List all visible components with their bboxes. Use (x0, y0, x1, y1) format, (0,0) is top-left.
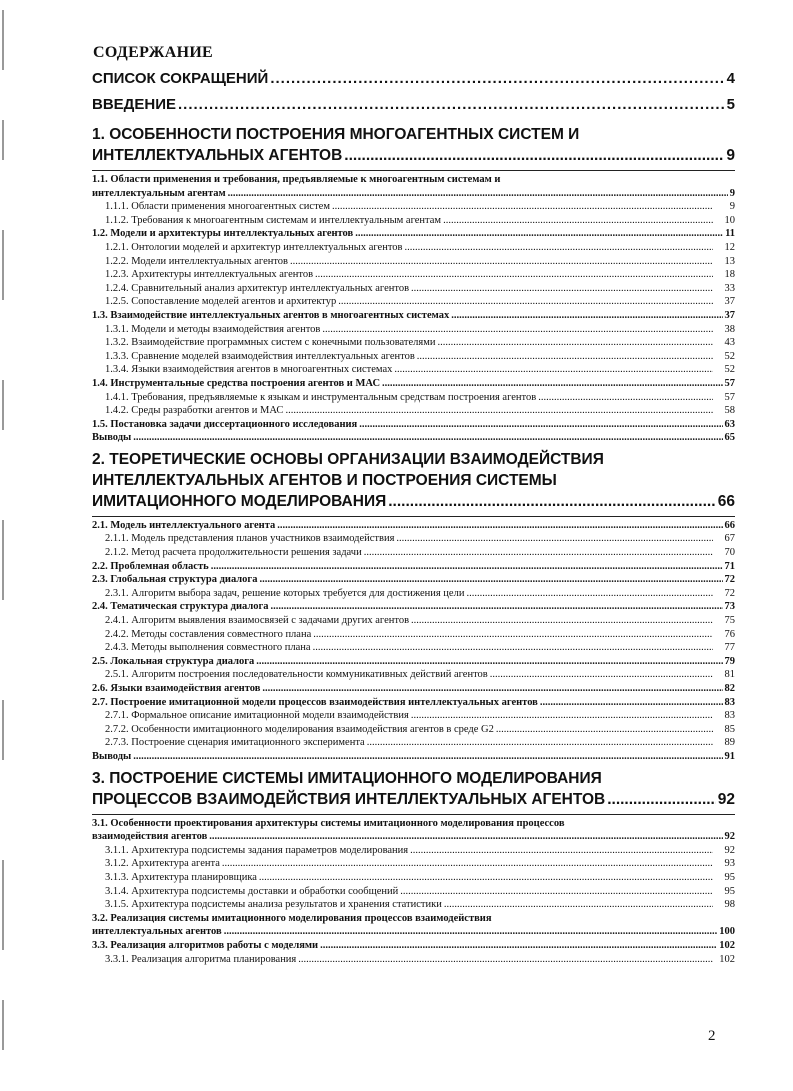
section-entry-leader (211, 560, 723, 574)
subsection-entry[interactable] (92, 255, 735, 269)
section-entry-page: 72 (724, 574, 735, 586)
chapter-title-last-leader (607, 789, 716, 810)
section-entry-leader (133, 750, 722, 764)
subsection-entry-leader (411, 282, 713, 296)
subsection-entry-page: 43 (724, 337, 735, 349)
section-entry-title: 2.2. Проблемная область (92, 560, 209, 572)
section-title-last (92, 830, 735, 844)
subsection-entry-title: 3.1.4. Архитектура подсистемы доставки и обработки сообщений (105, 885, 399, 897)
subsection-entry[interactable] (92, 628, 735, 642)
section-entry-page: 66 (724, 519, 735, 531)
subsection-entry-page: 89 (724, 737, 735, 749)
subsection-entry-leader (367, 736, 713, 750)
subsection-entry-title: 1.2.3. Архитектуры интеллектуальных агентов (105, 269, 314, 281)
chapter-title-last-page: 66 (717, 492, 735, 510)
subsection-entry[interactable] (92, 723, 735, 737)
subsection-entry[interactable] (92, 709, 735, 723)
subsection-entry[interactable] (92, 885, 735, 899)
section-entry[interactable] (92, 682, 735, 696)
subsection-entry[interactable] (92, 268, 735, 282)
section-title-last-leader (228, 187, 728, 201)
subsection-entry-leader (394, 363, 713, 377)
section-entry-leader (355, 227, 723, 241)
subsection-entry-leader (438, 336, 714, 350)
subsection-entry-page: 70 (724, 547, 735, 559)
section-title-last-page: 92 (724, 831, 735, 843)
section-entry[interactable] (92, 560, 735, 574)
subsection-entry-leader (396, 532, 713, 546)
subsection-entry[interactable] (92, 857, 735, 871)
chapter-title-line: 2. ТЕОРЕТИЧЕСКИЕ ОСНОВЫ ОРГАНИЗАЦИИ ВЗАИМОДЕЙСТВИЯ (92, 450, 604, 468)
subsection-entry-page: 72 (724, 587, 735, 599)
toc-entry-front-page: 5 (726, 96, 735, 113)
section-title-last (92, 187, 735, 201)
subsection-entry[interactable] (92, 641, 735, 655)
subsection-entry-leader (298, 953, 713, 967)
chapter-title-line: ИНТЕЛЛЕКТУАЛЬНЫХ АГЕНТОВ И ПОСТРОЕНИЯ СИСТЕМЫ (92, 471, 557, 489)
section-entry-leader (262, 682, 722, 696)
subsection-entry[interactable] (92, 844, 735, 858)
section-entry[interactable] (92, 227, 735, 241)
section-entry-leader (540, 696, 723, 710)
section-title-last-title: интеллектуальным агентам (92, 187, 226, 199)
section-entry[interactable] (92, 173, 735, 200)
chapter-title-last-page: 92 (717, 790, 735, 808)
subsection-entry[interactable] (92, 214, 735, 228)
subsection-entry-leader (466, 587, 713, 601)
subsection-entry-leader (259, 871, 713, 885)
subsection-entry-page: 93 (724, 858, 735, 870)
subsection-entry-page: 18 (724, 269, 735, 281)
section-title-last (92, 925, 735, 939)
section-entry-leader (382, 377, 722, 391)
subsection-entry-page: 10 (724, 214, 735, 226)
chapter-title-last (92, 491, 735, 512)
chapter-title-line: 3. ПОСТРОЕНИЕ СИСТЕМЫ ИМИТАЦИОННОГО МОДЕЛИРОВАНИЯ (92, 769, 602, 787)
section-entry[interactable] (92, 655, 735, 669)
subsection-entry-leader (313, 641, 713, 655)
chapter-title-last (92, 145, 735, 166)
subsection-entry-page: 37 (724, 296, 735, 308)
subsection-entry[interactable] (92, 546, 735, 560)
subsection-entry[interactable] (92, 295, 735, 309)
section-entry-page: 102 (719, 939, 735, 951)
section-entry[interactable] (92, 377, 735, 391)
subsection-entry-title: 2.5.1. Алгоритм построения последовательности коммуникативных действий агентов (105, 669, 488, 681)
subsection-entry-title: 1.1.2. Требования к многоагентным системам и интеллектуальным агентам (105, 214, 442, 226)
subsection-entry-leader (410, 844, 713, 858)
chapter-title-last-title: ПРОЦЕССОВ ВЗАИМОДЕЙСТВИЯ ИНТЕЛЛЕКТУАЛЬНЫХ АГЕНТОВ (92, 790, 606, 808)
section-entry-title: Выводы (92, 750, 132, 762)
subsection-entry-title: 3.1.5. Архитектура подсистемы анализа результатов и хранения статистики (105, 899, 442, 911)
page-number: 2 (708, 1028, 716, 1044)
subsection-entry[interactable] (92, 200, 735, 214)
section-entry-leader (259, 573, 722, 587)
subsection-entry-page: 92 (724, 844, 735, 856)
chapter-title-last-title: ИНТЕЛЛЕКТУАЛЬНЫХ АГЕНТОВ (92, 147, 343, 164)
subsection-entry-page: 9 (729, 201, 735, 213)
subsection-entry-title: 1.1.1. Области применения многоагентных систем (105, 201, 330, 213)
section-entry[interactable] (92, 431, 735, 445)
section-title-last-leader (224, 925, 718, 939)
section-entry-title: 1.4. Инструментальные средства построения агентов и МАС (92, 377, 381, 389)
subsection-entry-title: 2.4.3. Методы выполнения совместного плана (105, 642, 311, 654)
subsection-entry-title: 1.4.1. Требования, предъявляемые к языкам и инструментальным средствам построения агентов (105, 391, 537, 403)
subsection-entry[interactable] (92, 391, 735, 405)
subsection-entry-leader (285, 404, 713, 418)
subsection-entry-title: 1.2.1. Онтологии моделей и архитектур интеллектуальных агентов (105, 241, 403, 253)
section-entry-page: 63 (724, 418, 735, 430)
subsection-entry[interactable] (92, 363, 735, 377)
subsection-entry-page: 12 (724, 241, 735, 253)
subsection-entry-title: 2.7.2. Особенности имитационного моделирования взаимодействия агентов в среде G2 (105, 723, 494, 735)
subsection-entry[interactable] (92, 953, 735, 967)
subsection-entry-title: 3.1.1. Архитектура подсистемы задания параметров моделирования (105, 844, 409, 856)
subsection-entry-title: 1.2.5. Сопоставление моделей агентов и архитектур (105, 296, 337, 308)
subsection-entry-page: 77 (724, 642, 735, 654)
chapter-title-last-title: ИМИТАЦИОННОГО МОДЕЛИРОВАНИЯ (92, 492, 387, 510)
section-entry-title: 1.2. Модели и архитектуры интеллектуальных агентов (92, 228, 354, 240)
subsection-entry-page: 76 (724, 628, 735, 640)
subsection-entry-leader (496, 723, 713, 737)
section-entry[interactable] (92, 573, 735, 587)
subsection-entry[interactable] (92, 350, 735, 364)
subsection-entry-page: 85 (724, 723, 735, 735)
section-entry-title: 2.7. Построение имитационной модели процессов взаимодействия интеллектуальных агентов (92, 696, 538, 708)
toc-heading: СОДЕРЖАНИЕ (93, 44, 214, 61)
subsection-entry-page: 52 (724, 364, 735, 376)
section-entry-title: 2.4. Тематическая структура диалога (92, 601, 269, 613)
subsection-entry-title: 1.2.4. Сравнительный анализ архитектур интеллектуальных агентов (105, 282, 410, 294)
section-entry-title: 1.5. Постановка задачи диссертационного исследования (92, 418, 358, 430)
subsection-entry-leader (313, 628, 713, 642)
subsection-entry-leader (411, 709, 713, 723)
section-entry-page: 91 (724, 750, 735, 762)
toc-entry-front-leader (178, 92, 725, 118)
chapter-divider (92, 516, 735, 517)
section-title-line: 1.1. Области применения и требования, предъявляемые к многоагентным системам и (92, 174, 501, 185)
section-entry-leader (451, 309, 722, 323)
subsection-entry-leader (400, 885, 713, 899)
subsection-entry[interactable] (92, 404, 735, 418)
subsection-entry-page: 13 (724, 255, 735, 267)
section-title-last-leader (209, 830, 722, 844)
toc-entry-front-title: СПИСОК СОКРАЩЕНИЙ (92, 70, 269, 87)
subsection-entry-title: 2.7.1. Формальное описание имитационной модели взаимодействия (105, 710, 409, 722)
section-entry-leader (320, 939, 717, 953)
subsection-entry-title: 3.3.1. Реализация алгоритма планирования (105, 953, 297, 965)
subsection-entry-title: 3.1.2. Архитектура агента (105, 858, 220, 870)
toc-entry-front-title: ВВЕДЕНИЕ (92, 96, 176, 113)
subsection-entry-page: 58 (724, 405, 735, 417)
subsection-entry-leader (322, 323, 713, 337)
subsection-entry-leader (364, 546, 713, 560)
section-entry-title: 3.3. Реализация алгоритмов работы с моделями (92, 939, 319, 951)
subsection-entry-leader (332, 200, 713, 214)
subsection-entry-title: 2.1.2. Метод расчета продолжительности решения задачи (105, 547, 362, 559)
section-entry-page: 65 (724, 432, 735, 444)
subsection-entry-leader (404, 241, 713, 255)
chapter-divider (92, 170, 735, 171)
toc-entry-front[interactable] (92, 66, 735, 92)
chapter-title-last (92, 789, 735, 810)
subsection-entry-leader (417, 350, 713, 364)
subsection-entry[interactable] (92, 532, 735, 546)
section-entry[interactable] (92, 418, 735, 432)
subsection-entry[interactable] (92, 668, 735, 682)
section-entry-title: 1.3. Взаимодействие интеллектуальных агентов в многоагентных системах (92, 309, 450, 321)
section-entry-title: 2.1. Модель интеллектуального агента (92, 519, 276, 531)
subsection-entry-leader (338, 295, 713, 309)
subsection-entry[interactable] (92, 241, 735, 255)
chapter-entry[interactable] (92, 768, 735, 810)
subsection-entry-page: 38 (724, 323, 735, 335)
section-entry[interactable] (92, 750, 735, 764)
section-entry[interactable] (92, 817, 735, 844)
subsection-entry-page: 67 (724, 533, 735, 545)
subsection-entry[interactable] (92, 323, 735, 337)
section-entry[interactable] (92, 600, 735, 614)
subsection-entry-page: 57 (724, 391, 735, 403)
section-entry-leader (133, 431, 722, 445)
subsection-entry-title: 2.7.3. Построение сценария имитационного эксперимента (105, 737, 365, 749)
subsection-entry[interactable] (92, 736, 735, 750)
subsection-entry-title: 1.3.3. Сравнение моделей взаимодействия интеллектуальных агентов (105, 350, 415, 362)
subsection-entry-page: 83 (724, 710, 735, 722)
section-title-line: 3.2. Реализация системы имитационного моделирования процессов взаимодействия (92, 912, 492, 924)
section-entry-page: 73 (724, 601, 735, 613)
subsection-entry[interactable] (92, 898, 735, 912)
subsection-entry[interactable] (92, 336, 735, 350)
subsection-entry-leader (411, 614, 713, 628)
chapter-entry[interactable] (92, 449, 735, 512)
section-entry-leader (359, 418, 722, 432)
chapter-title-line: 1. ОСОБЕННОСТИ ПОСТРОЕНИЯ МНОГОАГЕНТНЫХ СИСТЕМ И (92, 126, 580, 143)
subsection-entry-page: 52 (724, 350, 735, 362)
section-entry-page: 71 (724, 560, 735, 572)
chapter-divider (92, 814, 735, 815)
subsection-entry-page: 75 (724, 615, 735, 627)
subsection-entry-title: 1.3.4. Языки взаимодействия агентов в многоагентных системах (105, 364, 393, 376)
subsection-entry-title: 2.1.1. Модель представления планов участников взаимодействия (105, 533, 395, 545)
chapter-entry[interactable] (92, 124, 735, 166)
subsection-entry-title: 1.4.2. Среды разработки агентов и МАС (105, 405, 284, 417)
subsection-entry-title: 1.3.1. Модели и методы взаимодействия агентов (105, 323, 321, 335)
subsection-entry-leader (290, 255, 713, 269)
subsection-entry-page: 95 (724, 871, 735, 883)
section-title-last-page: 9 (729, 187, 735, 199)
section-title-last-title: интеллектуальных агентов (92, 926, 222, 938)
section-entry-title: 2.3. Глобальная структура диалога (92, 574, 258, 586)
toc-entry-front[interactable] (92, 92, 735, 118)
section-entry-title: 2.6. Языки взаимодействия агентов (92, 683, 261, 694)
subsection-entry-page: 33 (724, 282, 735, 294)
scan-margin-mark (2, 0, 5, 1091)
toc-entry-front-page: 4 (726, 70, 735, 87)
toc-entry-front-leader (270, 66, 724, 92)
subsection-entry[interactable] (92, 282, 735, 296)
section-entry-page: 79 (724, 655, 735, 667)
section-entry-title: Выводы (92, 432, 132, 444)
section-title-last-page: 100 (719, 926, 735, 938)
chapter-title-last-page: 9 (726, 147, 735, 164)
section-entry[interactable] (92, 309, 735, 323)
subsection-entry-leader (490, 668, 713, 682)
section-entry[interactable] (92, 519, 735, 533)
subsection-entry-leader (538, 391, 713, 405)
table-of-contents (92, 66, 735, 966)
chapter-title-last-leader (388, 491, 716, 512)
section-entry[interactable] (92, 912, 735, 939)
subsection-entry-leader (443, 214, 713, 228)
section-entry-leader (271, 600, 723, 614)
subsection-entry-title: 2.4.1. Алгоритм выявления взаимосвязей с задачами других агентов (105, 615, 410, 627)
section-entry-page: 57 (724, 377, 735, 389)
subsection-entry[interactable] (92, 871, 735, 885)
subsection-entry-leader (222, 857, 713, 871)
section-entry-leader (256, 655, 722, 669)
subsection-entry-title: 2.4.2. Методы составления совместного плана (105, 628, 312, 640)
subsection-entry-leader (444, 898, 713, 912)
subsection-entry-page: 95 (724, 885, 735, 897)
subsection-entry-title: 2.3.1. Алгоритм выбора задач, решение которых требуется для достижения цели (105, 587, 465, 599)
section-entry-page: 82 (724, 683, 735, 694)
subsection-entry[interactable] (92, 587, 735, 601)
section-entry-leader (277, 519, 722, 533)
section-title-last-title: взаимодействия агентов (92, 831, 208, 843)
section-entry[interactable] (92, 939, 735, 953)
subsection-entry-leader (315, 268, 713, 282)
subsection-entry-title: 3.1.3. Архитектура планировщика (105, 871, 257, 883)
subsection-entry-page: 102 (719, 953, 735, 965)
subsection-entry-page: 81 (724, 669, 735, 681)
chapter-title-last-leader (344, 145, 724, 166)
subsection-entry-title: 1.3.2. Взаимодействие программных систем с конечными пользователями (105, 337, 436, 349)
section-title-line: 3.1. Особенности проектирования архитектуры системы имитационного моделирования процессов (92, 817, 565, 829)
subsection-entry[interactable] (92, 614, 735, 628)
section-entry-title: 2.5. Локальная структура диалога (92, 655, 255, 667)
section-entry-page: 83 (724, 696, 735, 708)
subsection-entry-page: 98 (724, 899, 735, 911)
subsection-entry-title: 1.2.2. Модели интеллектуальных агентов (105, 255, 289, 267)
section-entry-page: 37 (724, 309, 735, 321)
section-entry[interactable] (92, 696, 735, 710)
section-entry-page: 11 (725, 228, 735, 240)
